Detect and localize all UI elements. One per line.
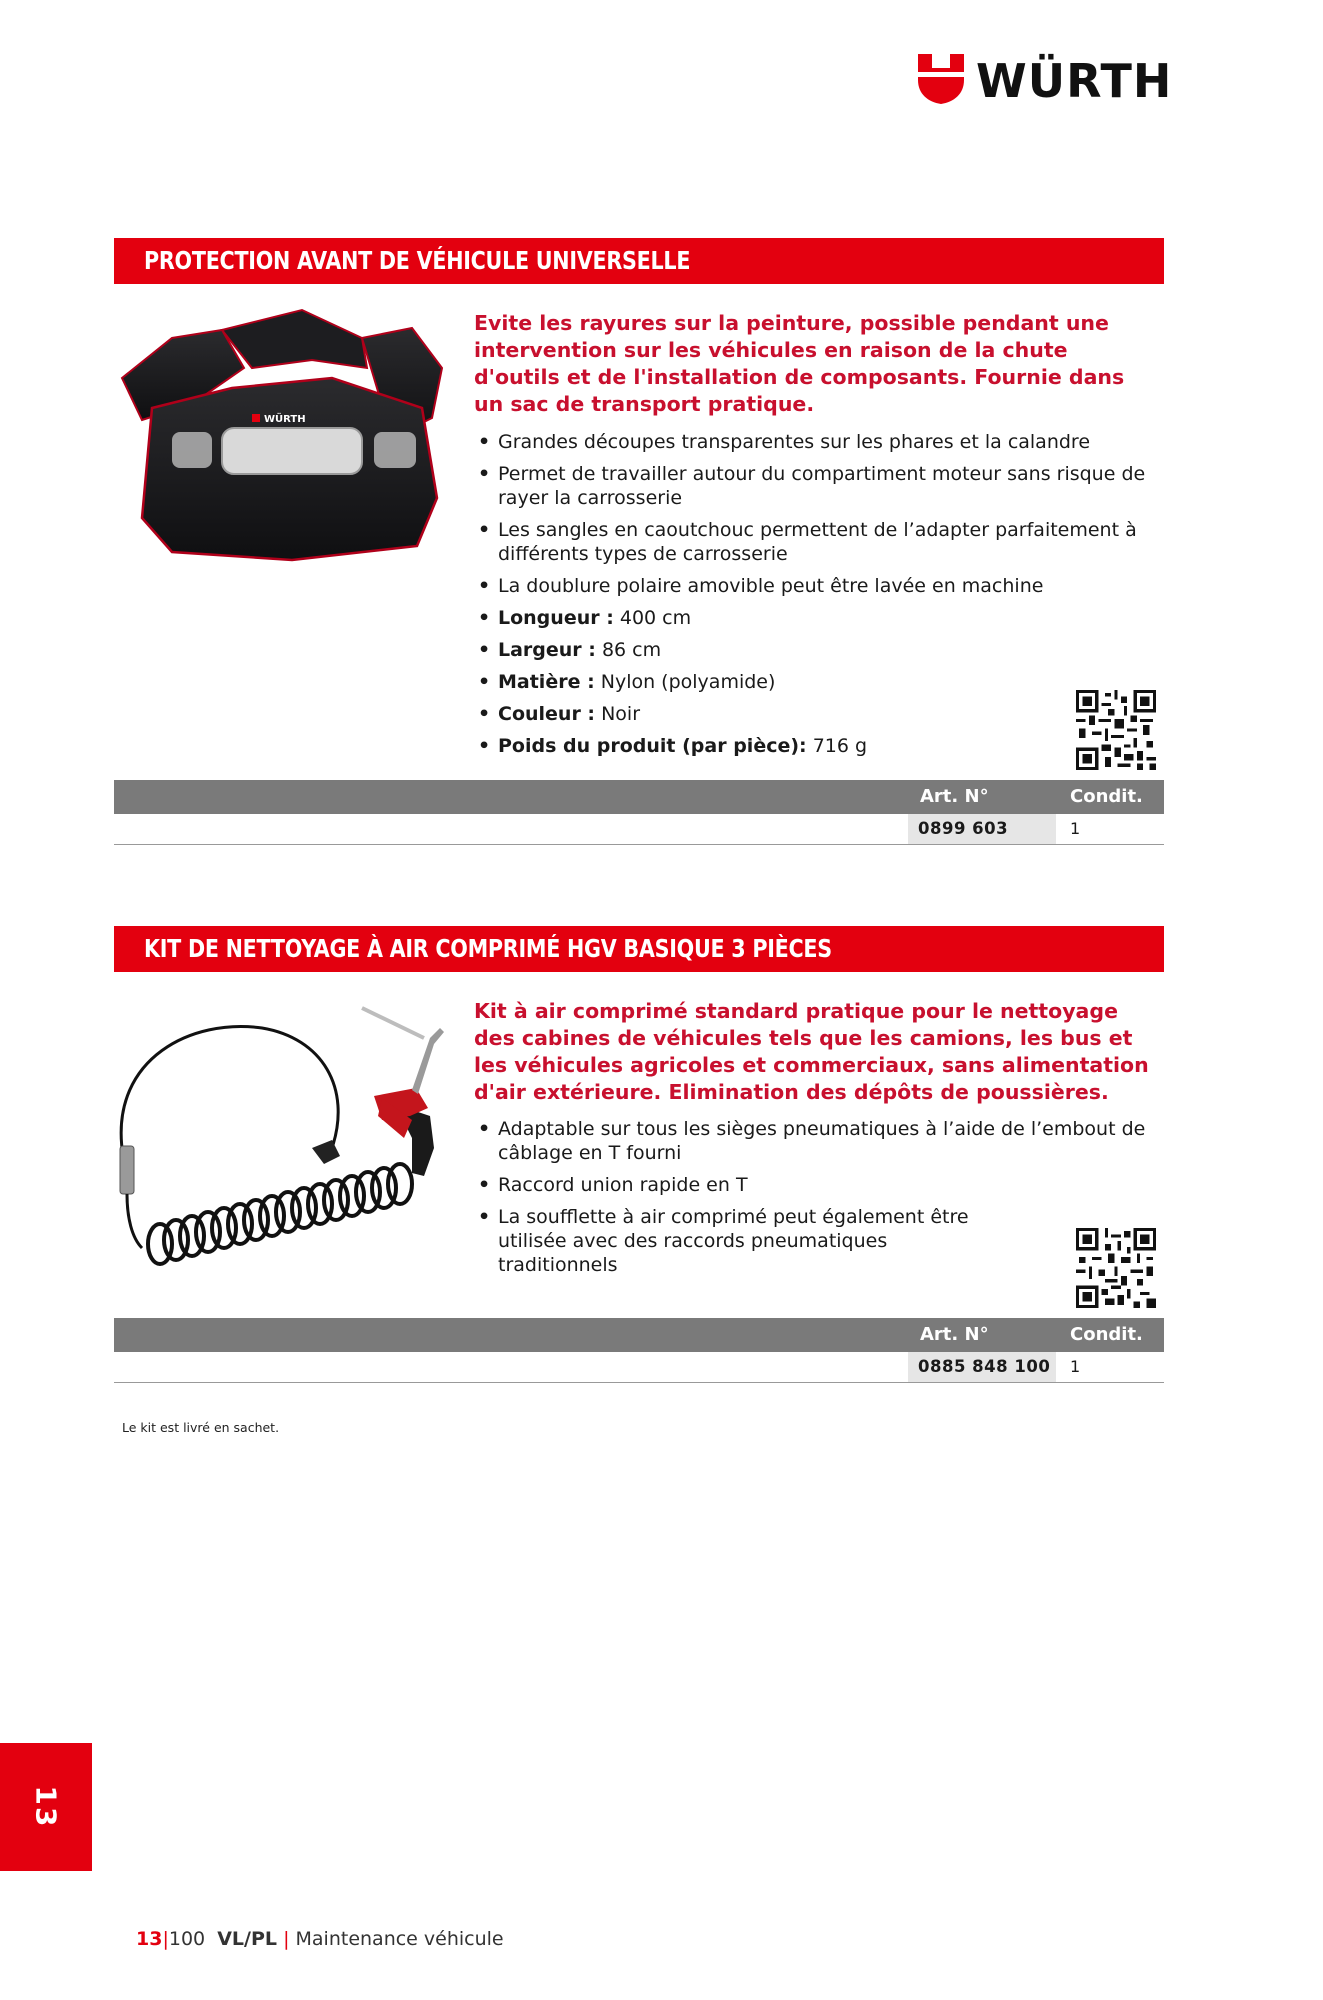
feature-item: • Adaptable sur tous les sièges pneumatiques à l’aide de l’embout de câblage en T fourni: [476, 1117, 1156, 1165]
product-1-features: [476, 430, 1156, 766]
spec-item: [476, 734, 1156, 758]
spec-item: [476, 606, 1156, 630]
spec-label: Largeur :: [498, 639, 596, 661]
feature-item: • Permet de travailler autour du compartiment moteur sans risque de rayer la carrosserie: [476, 462, 1156, 510]
feature-item: • Les sangles en caoutchouc permettent de l’adapter parfaitement à différents types de carrosserie: [476, 518, 1156, 566]
art-header: Art. N°: [920, 786, 989, 807]
spec-item: [476, 638, 1156, 662]
cond-header: Condit.: [1070, 786, 1143, 807]
brand-name: WÜRTH: [976, 54, 1173, 108]
wurth-logo-icon: [918, 54, 964, 104]
vehicle-cover-image: [112, 308, 452, 568]
cover-logo-label: WÜRTH: [264, 414, 306, 425]
feature-item: • Grandes découpes transparentes sur les phares et la calandre: [476, 430, 1156, 454]
air-blow-gun-image: [112, 998, 452, 1278]
footer-page: 13: [136, 1928, 163, 1950]
art-number[interactable]: 0899 603: [918, 819, 1009, 838]
footer-total: 100: [168, 1928, 206, 1950]
wurth-logo: [918, 52, 1173, 110]
product-2-header: [114, 926, 1164, 972]
spec-label: Matière :: [498, 671, 595, 693]
footer-section: Maintenance véhicule: [295, 1928, 504, 1950]
spec-value: 716 g: [812, 735, 868, 757]
kit-note: Le kit est livré en sachet.: [122, 1420, 280, 1435]
product-2-table-header: [114, 1318, 1164, 1352]
product-1-title: PROTECTION AVANT DE VÉHICULE UNIVERSELLE: [144, 246, 691, 275]
art-number-cell: [908, 1352, 1056, 1382]
art-number-cell: [908, 814, 1056, 844]
product-2-title: KIT DE NETTOYAGE À AIR COMPRIMÉ HGV BASIQUE 3 PIÈCES: [144, 934, 832, 963]
product-2-features: [476, 1117, 1156, 1285]
feature-item: • La soufflette à air comprimé peut également être utilisée avec des raccords pneumatiques traditionnels: [476, 1205, 998, 1277]
condit-value: 1: [1070, 819, 1081, 838]
feature-item: • Raccord union rapide en T: [476, 1173, 1156, 1197]
cond-header: Condit.: [1070, 1324, 1143, 1345]
condit-value: 1: [1070, 1357, 1081, 1376]
product-1-intro: Evite les rayures sur la peinture, possible pendant une intervention sur les véhicules en raison de la chute d'outils et de l'installation de composants. Fournie dans un sac de transport pratique.: [474, 311, 1125, 416]
art-number[interactable]: 0885 848 100: [918, 1357, 1051, 1376]
spec-item: [476, 670, 1156, 694]
table-row: [114, 1352, 1164, 1383]
footer-category: VL/PL: [217, 1928, 278, 1950]
spec-item: [476, 702, 1156, 726]
spec-value: Noir: [601, 703, 641, 725]
spec-label: Longueur :: [498, 607, 614, 629]
spec-value: Nylon (polyamide): [600, 671, 776, 693]
page-tab-number: 13: [29, 1785, 63, 1829]
page-number-tab: [0, 1743, 92, 1871]
spec-label: Poids du produit (par pièce):: [498, 735, 807, 757]
spec-value: 400 cm: [619, 607, 692, 629]
product-2-intro: Kit à air comprimé standard pratique pour le nettoyage des cabines de véhicules tels que les camions, les bus et les véhicules agricoles et commerciaux, sans alimentation d'air extérieure. Elimination des dépôts de poussières.: [474, 999, 1149, 1104]
feature-item: • La doublure polaire amovible peut être lavée en machine: [476, 574, 1156, 598]
spec-label: Couleur :: [498, 703, 596, 725]
page-footer: [136, 1928, 504, 1950]
qr-code-icon[interactable]: [1076, 1228, 1156, 1308]
table-row: [114, 814, 1164, 845]
footer-separator: |: [162, 1928, 169, 1950]
qr-code-icon[interactable]: [1076, 690, 1156, 770]
art-header: Art. N°: [920, 1324, 989, 1345]
spec-value: 86 cm: [601, 639, 662, 661]
product-1-table-header: [114, 780, 1164, 814]
footer-separator: |: [283, 1928, 290, 1950]
product-1-header: [114, 238, 1164, 284]
